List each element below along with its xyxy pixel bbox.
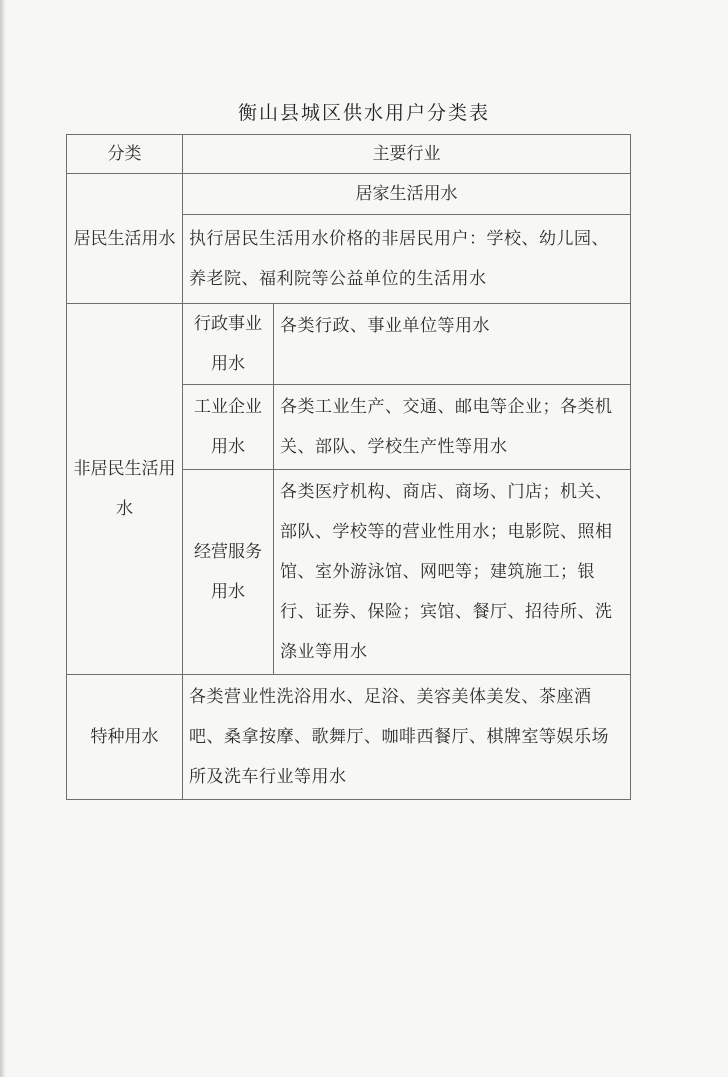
- category-non-residential: 非居民生活用水: [67, 304, 183, 675]
- residential-home-use: 居家生活用水: [183, 174, 631, 215]
- category-special: 特种用水: [67, 675, 183, 800]
- admin-description: 各类行政、事业单位等用水: [274, 304, 631, 385]
- page-title: 衡山县城区供水用户分类表: [237, 102, 490, 124]
- industrial-description: 各类工业生产、交通、邮电等企业；各类机关、部队、学校生产性等用水: [274, 385, 631, 470]
- table-row: [67, 675, 631, 800]
- table-row: [67, 174, 631, 215]
- category-residential: 居民生活用水: [67, 174, 183, 304]
- residential-nonresident-use: 执行居民生活用水价格的非居民用户：学校、幼儿园、养老院、福利院等公益单位的生活用水: [183, 215, 631, 304]
- header-category: 分类: [67, 135, 183, 174]
- scan-edge: [0, 0, 6, 1077]
- classification-table: [66, 134, 631, 800]
- business-description: 各类医疗机构、商店、商场、门店；机关、部队、学校等的营业性用水；电影院、照相馆、室外游泳馆、网吧等；建筑施工；银行、证券、保险；宾馆、餐厅、招待所、洗涤业等用水: [274, 470, 631, 675]
- subcategory-admin: 行政事业用水: [183, 304, 274, 385]
- subcategory-industrial: 工业企业用水: [183, 385, 274, 470]
- table-row: [67, 304, 631, 385]
- table-header-row: [67, 135, 631, 174]
- subcategory-business: 经营服务用水: [183, 470, 274, 675]
- special-description: 各类营业性洗浴用水、足浴、美容美体美发、茶座酒吧、桑拿按摩、歌舞厅、咖啡西餐厅、棋牌室等娱乐场所及洗车行业等用水: [183, 675, 631, 800]
- header-industry: 主要行业: [183, 135, 631, 174]
